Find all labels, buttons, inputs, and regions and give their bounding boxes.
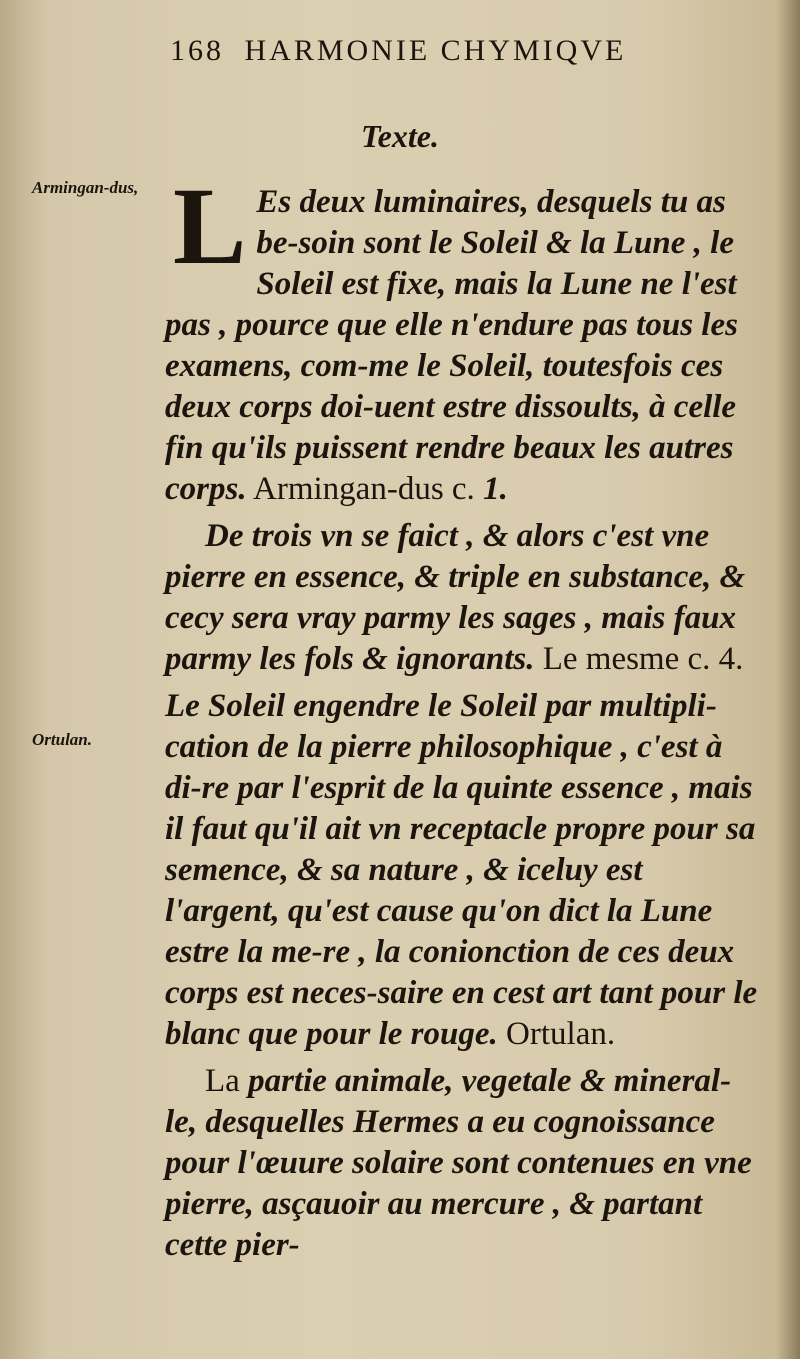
- running-header: [170, 34, 730, 68]
- paragraph-3-text: Le Soleil engendre le Soleil par multipli-cation de la pierre philosophique , c'est à di-re par l'esprit de la quinte essence , mais il faut qu'il ait vn receptacle propre pour sa semence, & sa nature , & iceluy est l'argent, qu'est cause qu'on dict la Lune estre la me-re , la conionction de ces deux corps est neces-saire en cest art tant pour le blanc que pour le rouge.: [165, 688, 758, 1052]
- paragraph-2-citation: Le mesme c. 4.: [534, 641, 744, 677]
- paragraph-3: [165, 686, 763, 1055]
- text-body: [165, 165, 763, 1266]
- paragraph-4-lead: La: [205, 1063, 249, 1099]
- running-title: HARMONIE CHYMIQVE: [244, 34, 627, 67]
- paragraph-4-text: partie animale, vegetale & mineral-le, desquelles Hermes a eu cognoissance pour l'œuure solaire sont contenues en vne pierre, asçauoir au mercure , & partant cette pier-: [165, 1063, 752, 1263]
- paragraph-1: [165, 165, 763, 510]
- margin-note-armingandus: Armingan-dus,: [32, 178, 139, 197]
- margin-note-ortulan: Ortulan.: [32, 730, 92, 749]
- paragraph-1-citation-number: 1.: [474, 471, 508, 507]
- paragraph-2-text: De trois vn se faict , & alors c'est vne pierre en essence, & triple en substance, & cecy sera vray parmy les sages , mais faux parmy les fols & ignorants.: [165, 518, 746, 677]
- section-title: Texte.: [361, 118, 439, 154]
- paragraph-4: [165, 1061, 763, 1266]
- drop-cap: L: [173, 165, 247, 287]
- paragraph-2: [165, 516, 763, 680]
- paragraph-1-citation: Armingan-dus c.: [246, 471, 475, 507]
- paragraph-3-citation: Ortulan.: [497, 1016, 616, 1052]
- paragraph-1-text: Es deux luminaires, desquels tu as be-soin sont le Soleil & la Lune , le Soleil est fixe, mais la Lune ne l'est pas , pource que elle n'endure pas tous les examens, com-me le Soleil, toutesfois ces deux corps doi-uent estre dissoults, à celle fin qu'ils puissent rendre beaux les autres corps.: [165, 184, 738, 507]
- page-number: 168: [170, 34, 224, 67]
